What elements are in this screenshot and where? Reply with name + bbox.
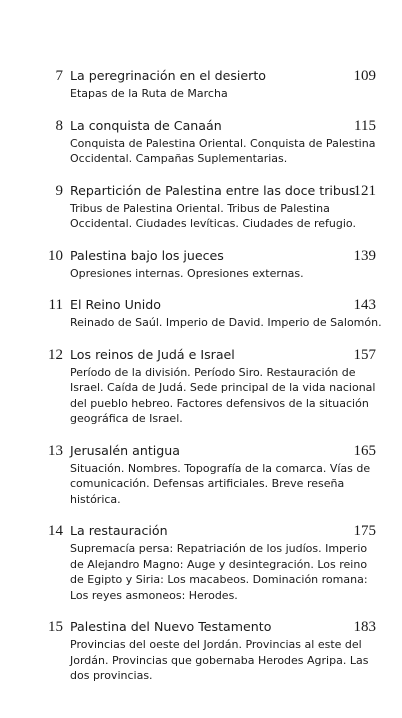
chapter-description: Supremacía persa: Repatriación de los judíos. Imperio de Alejandro Magno: Auge y desintegración. Los reino de Egipto y Siria: Los macabeos. Dominación romana: Los reyes asmoneos: Herodes. [70, 542, 368, 602]
chapter-number: 9 [55, 182, 63, 199]
toc-entry-heading [0, 617, 402, 637]
chapter-number: 7 [55, 68, 63, 84]
chapter-description: Tribus de Palestina Oriental. Tribus de Palestina Occidental. Ciudades levíticas. Ciudades de refugio. [70, 201, 356, 230]
toc-entry-heading [0, 246, 402, 266]
chapter-title: La peregrinación en el desierto [70, 68, 266, 83]
chapter-description: Situación. Nombres. Topografía de la comarca. Vías de comunicación. Defensas artificiales. Breve reseña histórica. [70, 461, 371, 506]
toc-entry [0, 66, 402, 102]
toc-entry-heading [0, 521, 402, 541]
toc-entry-heading [0, 116, 402, 136]
page-number: 157 [353, 346, 376, 363]
page-number: 109 [353, 68, 376, 84]
page-number: 175 [353, 523, 376, 539]
chapter-description: Período de la división. Período Siro. Restauración de Israel. Caída de Judá. Sede principal de la vida nacional del pueblo hebreo. Factores defensivos de la situación geográfica de Israel. [70, 365, 376, 425]
chapter-number: 15 [48, 619, 63, 635]
page-number: 115 [354, 117, 376, 134]
toc-entry [0, 246, 402, 282]
toc-entry-heading [0, 441, 402, 461]
toc-entry [0, 181, 402, 232]
toc-entry-heading [0, 295, 402, 315]
toc-entry-heading [0, 66, 402, 86]
chapter-number: 10 [48, 247, 63, 264]
page-number: 165 [353, 442, 376, 459]
chapter-number: 14 [48, 523, 63, 539]
toc-entry-heading [0, 345, 402, 365]
chapter-title: La conquista de Canaán [70, 117, 222, 133]
toc-entry [0, 295, 402, 331]
chapter-title: La restauración [70, 523, 168, 538]
chapter-title: El Reino Unido [70, 297, 161, 312]
chapter-description: Reinado de Saúl. Imperio de David. Imperio de Salomón. [70, 316, 382, 329]
page-number: 183 [353, 619, 376, 635]
toc-entry-heading [0, 181, 402, 201]
table-of-contents [0, 66, 402, 698]
chapter-number: 12 [48, 346, 63, 363]
page-number: 143 [353, 297, 376, 313]
chapter-description: Provincias del oeste del Jordán. Provincias al este del Jordán. Provincias que gobernaba Herodes Agripa. Las dos provincias. [70, 638, 369, 682]
chapter-number: 11 [48, 297, 63, 313]
page-number: 139 [353, 247, 376, 264]
chapter-title: Repartición de Palestina entre las doce tribus [70, 182, 356, 198]
chapter-number: 13 [48, 442, 63, 459]
chapter-description: Opresiones internas. Opresiones externas. [70, 266, 304, 280]
chapter-title: Los reinos de Judá e Israel [70, 346, 235, 362]
toc-entry [0, 521, 402, 603]
toc-entry [0, 441, 402, 508]
page-number: 121 [353, 182, 376, 199]
toc-entry [0, 345, 402, 427]
chapter-title: Jerusalén antigua [70, 442, 180, 458]
chapter-description: Conquista de Palestina Oriental. Conquista de Palestina Occidental. Campañas Suplementarias. [70, 136, 376, 165]
toc-entry [0, 617, 402, 684]
toc-entry [0, 116, 402, 167]
chapter-title: Palestina del Nuevo Testamento [70, 619, 272, 634]
chapter-title: Palestina bajo los jueces [70, 247, 224, 263]
chapter-number: 8 [55, 117, 63, 134]
chapter-description: Etapas de la Ruta de Marcha [70, 87, 228, 100]
